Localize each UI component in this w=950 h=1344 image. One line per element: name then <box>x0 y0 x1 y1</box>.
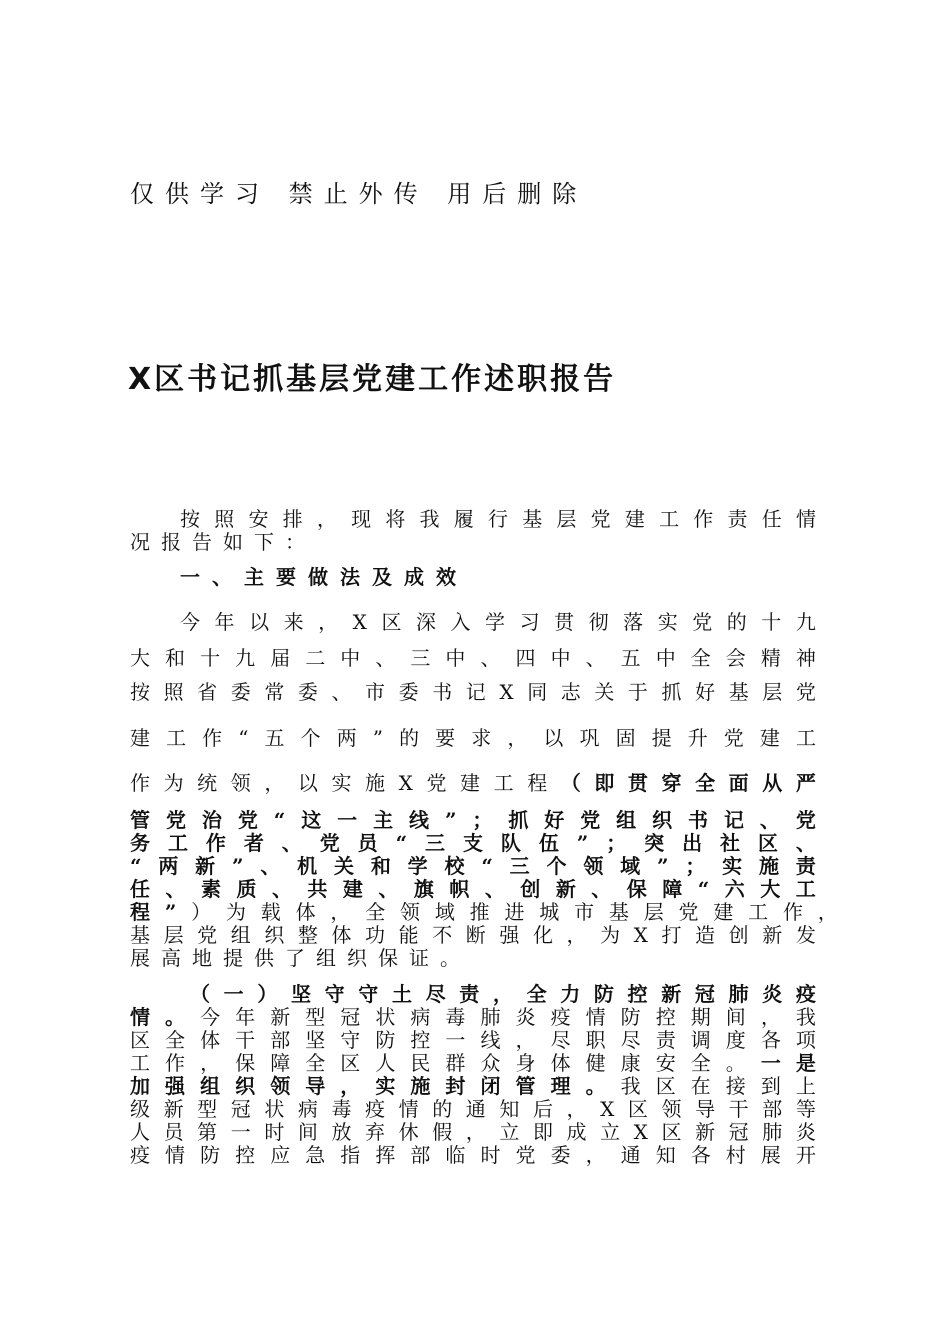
paragraph-line: 人 员 第 一 时 间 放 弃 休 假 ， 立 即 成 立 X 区 新 冠 肺 炎 <box>130 1120 816 1144</box>
intro-line: 况报告如下： <box>130 530 316 554</box>
paragraph-line: 作 为 统 领 ， 以 实 施 X 党 建 工 程 （ 即 贯 穿 全 面 从 严 <box>130 771 816 795</box>
intro-line: 按 照 安 排 ， 现 将 我 履 行 基 层 党 建 工 作 责 任 情 <box>180 507 816 531</box>
paragraph-line: 级 新 型 冠 状 病 毒 疫 情 的 通 知 后 ， X 区 领 导 干 部 等 <box>130 1097 816 1121</box>
paragraph-line: “ 两 新 ” 、 机 关 和 学 校 “ 三 个 领 域 ” ； 实 施 责 <box>130 854 816 878</box>
paragraph-line: 建 工 作 “ 五 个 两 ” 的 要 求 ， 以 巩 固 提 升 党 建 工 <box>130 726 816 750</box>
document-title: X区书记抓基层党建工作述职报告 <box>128 362 617 397</box>
paragraph-line: 疫 情 防 控 应 急 指 挥 部 临 时 党 委 ， 通 知 各 村 展 开 <box>130 1143 816 1167</box>
paragraph-line: 务 工 作 者 、 党 员 “ 三 支 队 伍 ” ； 突 出 社 区 、 <box>130 831 816 855</box>
confidentiality-notice: 仅供学习 禁止外传 用后删除 <box>130 180 588 208</box>
paragraph-line: 程 ” ） 为 载 体 ， 全 领 域 推 进 城 市 基 层 党 建 工 作 ， <box>130 900 838 924</box>
section-heading: 一、主要做法及成效 <box>180 565 468 589</box>
paragraph-line: 区 全 体 干 部 坚 守 防 控 一 线 ， 尽 职 尽 责 调 度 各 项 <box>130 1028 816 1052</box>
paragraph-line: （ 一 ） 坚 守 守 土 尽 责 ， 全 力 防 控 新 冠 肺 炎 疫 <box>190 982 816 1006</box>
paragraph-line: 展高地提供了组织保证。 <box>130 946 471 970</box>
paragraph-line: 按 照 省 委 常 委 、 市 委 书 记 X 同 志 关 于 抓 好 基 层 党 <box>130 680 816 704</box>
paragraph-line: 工 作 ， 保 障 全 区 人 民 群 众 身 体 健 康 安 全 。 一 是 <box>130 1051 816 1075</box>
paragraph-line: 情 。 今 年 新 型 冠 状 病 毒 肺 炎 疫 情 防 控 期 间 ， 我 <box>130 1005 816 1029</box>
paragraph-line: 管 党 治 党 “ 这 一 主 线 ” ； 抓 好 党 组 织 书 记 、 党 <box>130 808 816 832</box>
paragraph-line: 大 和 十 九 届 二 中 、 三 中 、 四 中 、 五 中 全 会 精 神 <box>130 646 816 670</box>
paragraph-line: 加 强 组 织 领 导 ， 实 施 封 闭 管 理 。 我 区 在 接 到 上 <box>130 1074 816 1098</box>
paragraph-line: 任 、 素 质 、 共 建 、 旗 帜 、 创 新 、 保 障 “ 六 大 工 <box>130 877 816 901</box>
paragraph-line: 今 年 以 来 ， X 区 深 入 学 习 贯 彻 落 实 党 的 十 九 <box>180 610 816 634</box>
paragraph-line: 基 层 党 组 织 整 体 功 能 不 断 强 化 ， 为 X 打 造 创 新 发 <box>130 923 816 947</box>
